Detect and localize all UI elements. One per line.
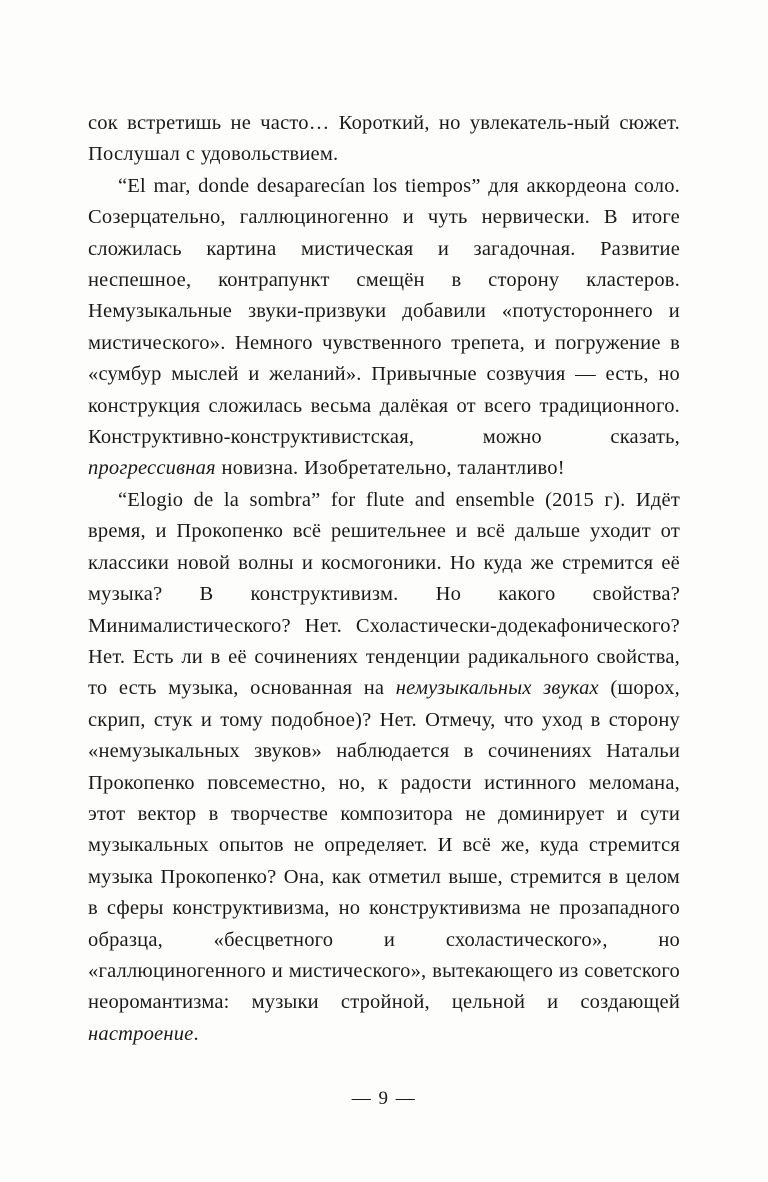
emphasis-text: прогрессивная xyxy=(88,457,216,480)
emphasis-text: настроение xyxy=(88,1022,194,1045)
paragraph-3 xyxy=(88,485,680,1050)
paragraph-1 xyxy=(88,108,680,171)
text-run: для аккордеона соло. Созерцательно, галлюциногенно и чуть нервически. В итоге сложилась картина мистическая и загадочная. Развитие неспешное, контрапункт смещён в сторону кластеров. Немузыкальные звуки-призвуки добавили «потустороннего и мистического». Немного чувственного трепета, и погружение в «сумбур мыслей и желаний». Привычные созвучия — есть, но конструкция сложилась весьма далёкая от всего традиционного. Конструктивно-конструктивистская, можно сказать, xyxy=(88,174,680,449)
text-run: “El mar, donde desaparecían los tiempos” xyxy=(118,174,481,197)
body-text-column xyxy=(88,108,680,1050)
text-run: . xyxy=(193,1022,199,1045)
text-run: сок встретишь не часто… Короткий, но увлекатель-ный сюжет. Послушал с удовольствием. xyxy=(88,112,680,166)
paragraph-2 xyxy=(88,171,680,485)
page-number: — 9 — xyxy=(351,1088,417,1109)
text-run: “Elogio de la sombra” for flute and ensemble xyxy=(118,488,535,511)
text-run: (2015 г). Идёт время, и Прокопенко всё решительнее и всё дальше уходит от классики новой волны и космогоники. Но куда же стремится её музыка? В конструктивизм. Но какого свойства? Минималистического? Нет. Схоластически-додекафонического? Нет. Есть ли в её сочинениях тенденции радикального свойства, то есть музыка, основанная на xyxy=(88,488,680,700)
text-run: (шорох, скрип, стук и тому подобное)? Нет. Отмечу, что уход в сторону «немузыкальных звуков» наблюдается в сочинениях Натальи Прокопенко повсеместно, но, к радости истинного меломана, этот вектор в творчестве композитора не доминирует и сути музыкальных опытов не определяет. И всё же, куда стремится музыка Прокопенко? Она, как отметил выше, стремится в целом в сферы конструктивизма, но конструктивизма не прозападного образца, «бесцветного и схоластического», но «галлюциногенного и мистического», вытекающего из советского неоромантизма: музыки стройной, цельной и создающей xyxy=(88,677,680,1014)
text-run: новизна. Изобретательно, талантливо! xyxy=(215,457,565,480)
emphasis-text: немузыкальных звуках xyxy=(395,677,599,700)
